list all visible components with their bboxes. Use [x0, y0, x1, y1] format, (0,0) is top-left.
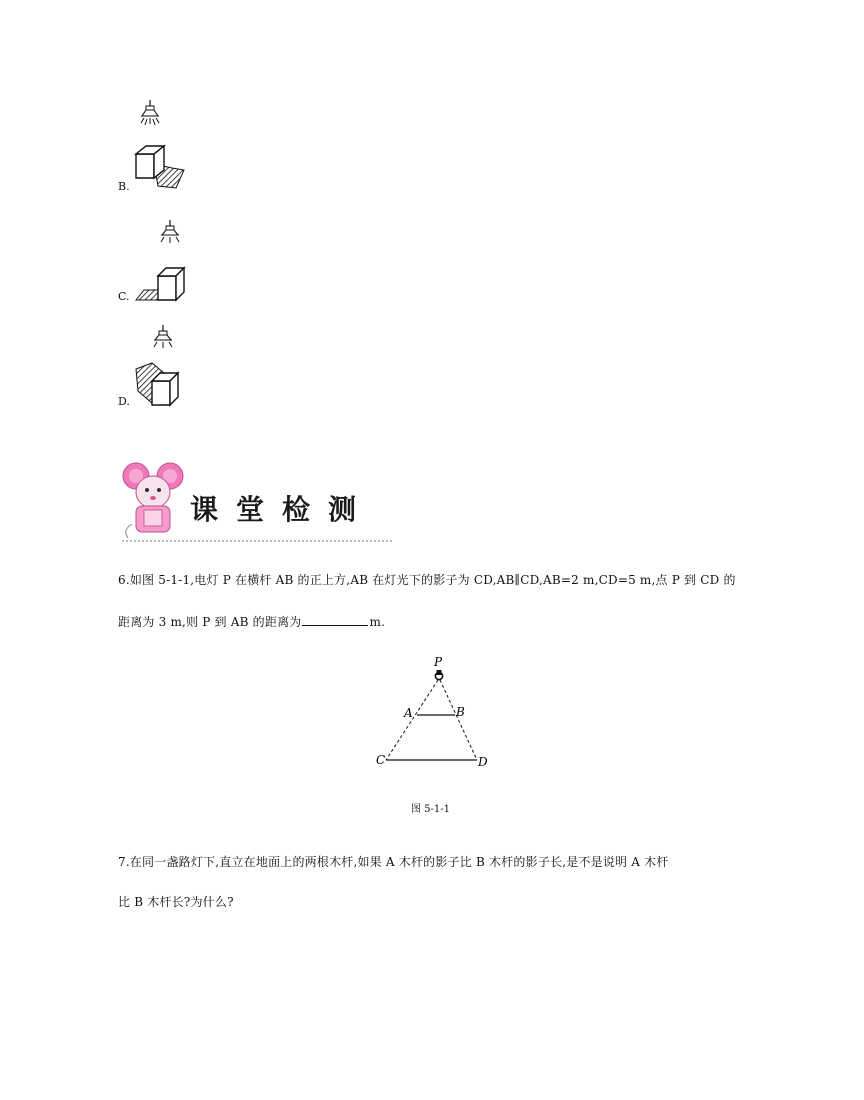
question-6-text: 距离为 3 m,则 P 到 AB 的距离为: [118, 615, 302, 629]
figure-caption: 图 5-1-1: [411, 804, 451, 815]
point-d-label: D: [478, 755, 488, 769]
mouse-mascot-icon: [118, 460, 198, 540]
question-6-line-2: [118, 613, 385, 630]
ray-pc: [386, 680, 438, 760]
lamp-p-icon: [435, 670, 442, 680]
option-d-figure: [128, 325, 188, 409]
question-7-line-2: 比 B 木杆长?为什么?: [118, 895, 234, 909]
option-b-figure: [128, 100, 188, 192]
option-d-label: D.: [118, 395, 130, 408]
section-divider: [122, 540, 392, 542]
cube-with-shadow: [136, 268, 184, 300]
question-7-line-1: 7.在同一盏路灯下,直立在地面上的两根木杆,如果 A 木杆的影子比 B 木杆的影子长,是不是说明 A 木杆: [118, 855, 669, 869]
point-p-label: P: [434, 655, 443, 669]
question-6-line-1: 6.如图 5-1-1,电灯 P 在横杆 AB 的正上方,AB 在灯光下的影子为 CD,AB∥CD,AB=2 m,CD=5 m,点 P 到 CD 的: [118, 573, 736, 587]
lamp-icon: [161, 220, 179, 243]
answer-blank[interactable]: [302, 615, 368, 626]
option-c-figure: [128, 220, 188, 304]
section-title: 课堂检测: [190, 493, 375, 526]
question-6-unit: m.: [369, 615, 386, 629]
point-b-label: B: [456, 705, 465, 719]
ray-pd: [440, 680, 477, 760]
point-a-label: A: [404, 706, 413, 720]
cube-with-shadow: [136, 363, 178, 405]
lamp-icon: [141, 100, 159, 125]
lamp-icon: [154, 325, 172, 348]
point-c-label: C: [376, 753, 386, 767]
option-c-label: C.: [118, 290, 130, 303]
figure-5-1-1: [370, 650, 500, 774]
cube-with-shadow: [136, 146, 184, 188]
option-b-label: B.: [118, 180, 130, 193]
